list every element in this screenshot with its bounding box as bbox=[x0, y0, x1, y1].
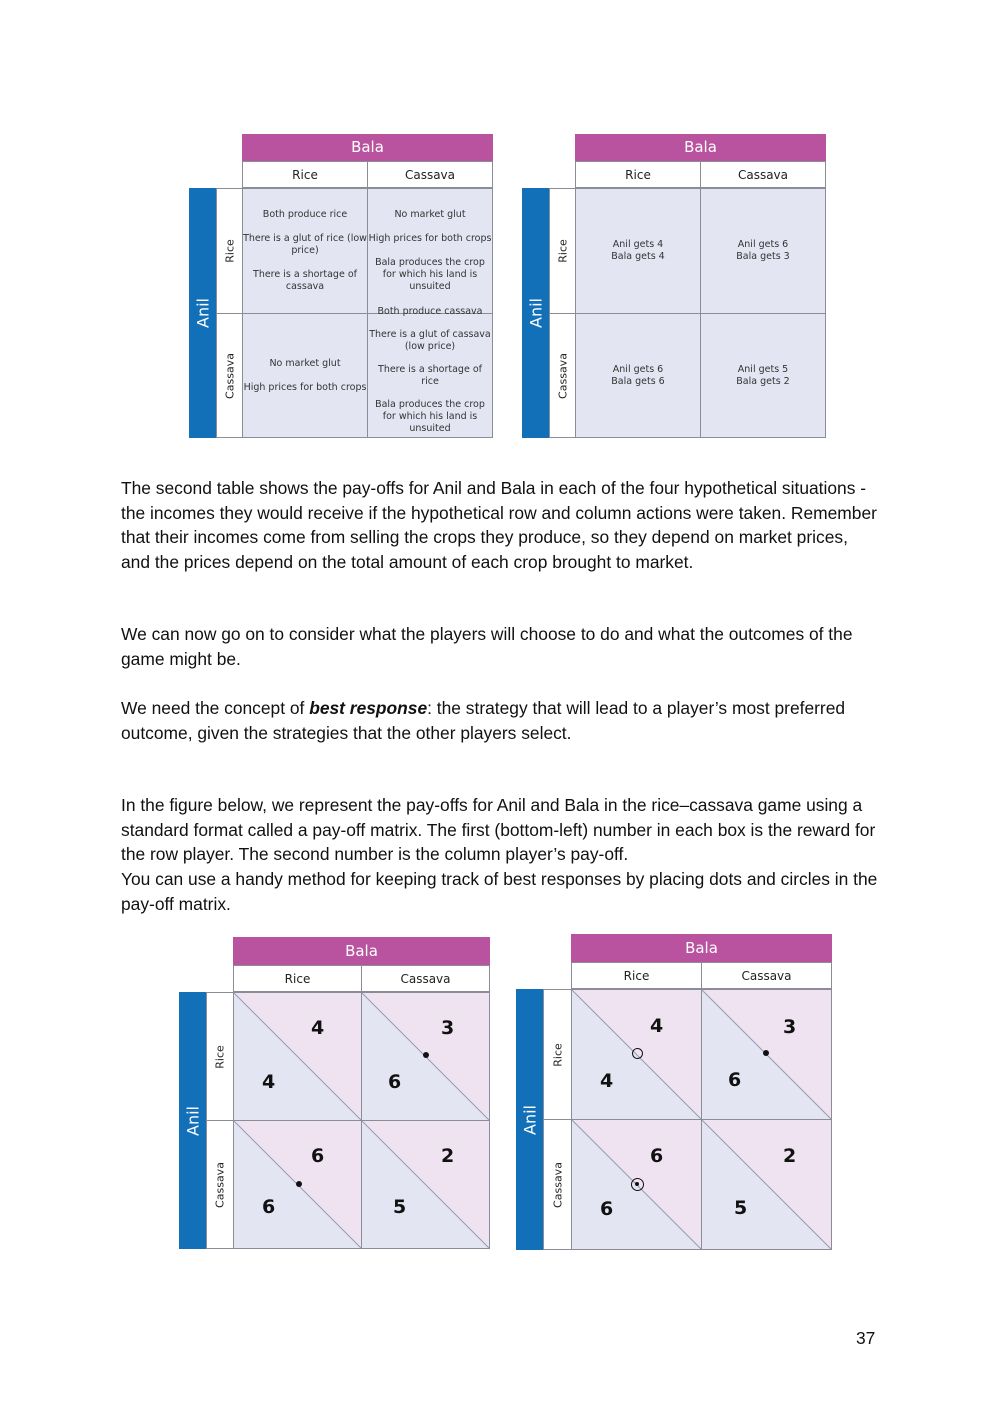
income-text: Bala gets 3 bbox=[736, 251, 790, 262]
best-response-dot bbox=[423, 1052, 429, 1058]
column-header-cassava: Cassava bbox=[361, 965, 490, 992]
outcome-cell-rice-cassava bbox=[367, 188, 493, 314]
payoff-cell-cassava-cassava bbox=[361, 1120, 490, 1249]
column-header-cassava: Cassava bbox=[701, 962, 832, 989]
row-header-rice bbox=[216, 188, 243, 314]
row-header-cassava bbox=[549, 313, 576, 438]
income-cell-rice-rice bbox=[575, 188, 701, 314]
column-header-cassava: Cassava bbox=[700, 161, 826, 188]
row-label-rice: Rice bbox=[213, 1044, 227, 1069]
row-player-header bbox=[189, 188, 216, 438]
income-text: Bala gets 2 bbox=[736, 375, 790, 387]
row-player-header bbox=[179, 992, 206, 1249]
text-span: We need the concept of bbox=[121, 698, 310, 718]
best-response-circle bbox=[632, 1048, 643, 1059]
outcome-text: There is a shortage of cassava bbox=[253, 269, 357, 292]
row-header-rice bbox=[543, 989, 572, 1120]
column-player-header: Bala bbox=[575, 134, 826, 161]
row-player-header bbox=[522, 188, 549, 438]
row-label-cassava: Cassava bbox=[556, 352, 569, 399]
anil-payoff: 5 bbox=[734, 1197, 748, 1219]
income-text: Bala gets 6 bbox=[611, 375, 665, 387]
paragraph-dots-circles: You can use a handy method for keeping track of best responses by placing dots and circles in the pay-off matrix. bbox=[121, 869, 878, 914]
row-player-label: Anil bbox=[183, 1105, 202, 1136]
anil-payoff: 6 bbox=[728, 1069, 742, 1091]
paragraph-choices: We can now go on to consider what the players will choose to do and what the outcomes of the game might be. bbox=[121, 624, 853, 669]
row-label-cassava: Cassava bbox=[223, 352, 236, 399]
outcome-text: No market glut bbox=[394, 209, 466, 220]
column-header-cassava: Cassava bbox=[367, 161, 493, 188]
row-header-cassava bbox=[543, 1119, 572, 1250]
income-text: Anil gets 6 bbox=[612, 363, 664, 375]
row-label-cassava: Cassava bbox=[213, 1161, 227, 1208]
outcome-cell-cassava-cassava bbox=[367, 305, 493, 438]
bala-payoff: 3 bbox=[783, 1016, 797, 1038]
income-text: Anil gets 5 bbox=[737, 363, 789, 375]
paragraph-best-response bbox=[121, 696, 881, 745]
income-cell-cassava-rice bbox=[575, 313, 701, 438]
bala-payoff: 4 bbox=[650, 1015, 664, 1037]
paragraph-payoffs: The second table shows the pay-offs for Anil and Bala in each of the four hypothetical situations - the incomes they would receive if the hypothetical row and column actions were taken. Remember that their incomes come from selling the crops they produce, so they depend on market prices, and the prices depend on the total amount of each crop brought to market. bbox=[121, 478, 877, 572]
row-label-rice: Rice bbox=[551, 1042, 564, 1067]
anil-payoff: 6 bbox=[262, 1196, 276, 1218]
outcome-cell-cassava-rice bbox=[242, 313, 368, 438]
outcome-text: High prices for both crops bbox=[368, 233, 492, 244]
column-header-rice: Rice bbox=[233, 965, 362, 992]
nash-equilibrium-marker bbox=[631, 1178, 644, 1191]
bala-payoff: 6 bbox=[311, 1145, 325, 1167]
best-response-term: best response bbox=[309, 698, 428, 718]
row-label-rice: Rice bbox=[556, 239, 569, 263]
column-player-header: Bala bbox=[233, 937, 490, 965]
outcome-text: Both produce cassava bbox=[377, 305, 483, 317]
row-header-rice bbox=[206, 992, 234, 1121]
best-response-dot bbox=[763, 1050, 769, 1056]
bala-payoff: 2 bbox=[783, 1145, 797, 1167]
paragraph-payoff-matrix: In the figure below, we represent the pay-offs for Anil and Bala in the rice–cassava game using a standard format called a pay-off matrix. The first (bottom-left) number in each box is the reward for the row player. The second number is the column player’s pay-off. bbox=[121, 795, 876, 864]
row-header-rice bbox=[549, 188, 576, 314]
column-header-rice: Rice bbox=[571, 962, 702, 989]
anil-payoff: 4 bbox=[262, 1071, 276, 1093]
income-text: Anil gets 6 bbox=[737, 239, 789, 250]
row-player-label: Anil bbox=[193, 298, 212, 328]
outcome-text: Both produce rice bbox=[262, 209, 348, 220]
payoff-cell-rice-rice bbox=[233, 992, 362, 1121]
bala-payoff: 4 bbox=[311, 1017, 325, 1039]
page-number: 37 bbox=[856, 1328, 876, 1348]
row-header-cassava bbox=[216, 313, 243, 438]
text-span: : the strategy that will lead to a player’s most preferred outcome, given the strategies that the other players select. bbox=[121, 698, 846, 743]
outcome-text: Bala produces the crop for which his land is unsuited bbox=[375, 257, 485, 292]
payoff-cell-cassava-cassava bbox=[701, 1119, 832, 1250]
anil-payoff: 4 bbox=[600, 1070, 614, 1092]
outcome-text: There is a glut of rice (low price) bbox=[243, 233, 367, 256]
bala-payoff: 3 bbox=[441, 1017, 455, 1039]
column-player-header: Bala bbox=[571, 934, 832, 962]
column-header-rice: Rice bbox=[575, 161, 701, 188]
anil-payoff: 6 bbox=[388, 1071, 402, 1093]
row-label-rice: Rice bbox=[223, 239, 236, 263]
income-cell-rice-cassava bbox=[700, 188, 826, 314]
bala-payoff: 6 bbox=[650, 1145, 664, 1167]
column-header-rice: Rice bbox=[242, 161, 368, 188]
outcome-cell-rice-rice bbox=[242, 188, 368, 314]
outcome-text: There is a glut of cassava (low price) bbox=[369, 328, 491, 352]
anil-payoff: 5 bbox=[393, 1196, 407, 1218]
best-response-dot bbox=[296, 1181, 302, 1187]
bala-payoff: 2 bbox=[441, 1145, 455, 1167]
row-label-cassava: Cassava bbox=[551, 1161, 564, 1208]
row-player-header bbox=[516, 989, 543, 1250]
outcome-text: Bala produces the crop for which his land is unsuited bbox=[375, 398, 485, 434]
outcome-text: There is a shortage of rice bbox=[378, 363, 482, 387]
row-player-label: Anil bbox=[520, 1104, 539, 1135]
column-player-header: Bala bbox=[242, 134, 493, 161]
income-text: Bala gets 4 bbox=[611, 251, 665, 262]
outcome-text: High prices for both crops bbox=[243, 381, 367, 393]
anil-payoff: 6 bbox=[600, 1198, 614, 1220]
row-player-label: Anil bbox=[526, 298, 545, 328]
income-text: Anil gets 4 bbox=[612, 239, 664, 250]
row-header-cassava bbox=[206, 1120, 234, 1249]
outcome-text: No market glut bbox=[269, 357, 341, 369]
income-cell-cassava-cassava bbox=[700, 313, 826, 438]
